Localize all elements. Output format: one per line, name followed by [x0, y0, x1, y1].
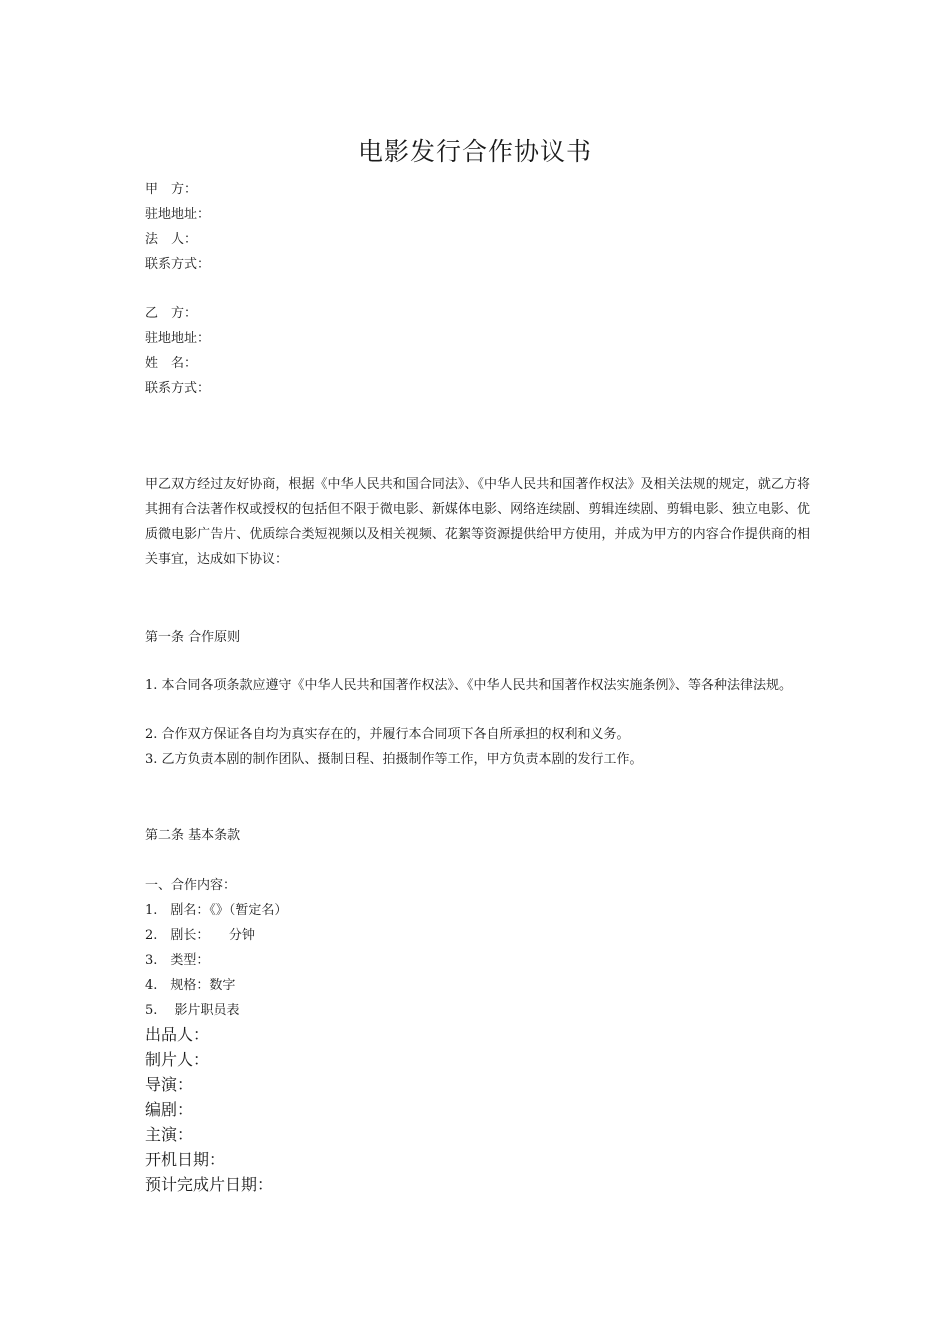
article1-heading: 第一条 合作原则: [145, 630, 241, 645]
article2-heading: 第二条 基本条款: [145, 828, 241, 843]
article1-item-3: 3. 乙方负责本剧的制作团队、摄制日程、拍摄制作等工作，甲方负责本剧的发行工作。: [145, 752, 643, 767]
content-item: 3. 类型：: [145, 953, 210, 968]
party-a-contact-label: 联系方式：: [145, 257, 211, 272]
content-item: 1. 剧名：《》（暂定名）: [145, 903, 288, 918]
content-item: 5. 影片职员表: [145, 1003, 240, 1018]
content-item: 2. 剧长： 分钟: [145, 928, 255, 943]
staff-completion-date: 预计完成片日期：: [145, 1175, 274, 1194]
staff-start-date: 开机日期：: [145, 1150, 226, 1169]
content-item: 4. 规格：数字: [145, 978, 236, 993]
party-b-person-label: 姓 名：: [145, 356, 198, 371]
party-b-address-label: 驻地地址：: [145, 331, 211, 346]
party-b-label: 乙 方：: [145, 306, 198, 321]
staff-producer: 出品人：: [145, 1025, 210, 1044]
staff-lead-actor: 主演：: [145, 1125, 194, 1144]
party-a-address-label: 驻地地址：: [145, 207, 211, 222]
article1-item-1: 1. 本合同各项条款应遵守《中华人民共和国著作权法》、《中华人民共和国著作权法实施条例》、等各种法律法规。: [145, 678, 793, 693]
party-b-contact-label: 联系方式：: [145, 381, 211, 396]
staff-director: 导演：: [145, 1075, 194, 1094]
article2-subheading: 一、合作内容：: [145, 878, 237, 893]
staff-screenwriter: 编剧：: [145, 1100, 194, 1119]
intro-paragraph: 甲乙双方经过友好协商，根据《中华人民共和国合同法》、《中华人民共和国著作权法》及相关法规的规定，就乙方将其拥有合法著作权或授权的包括但不限于微电影、新媒体电影、网络连续剧、剪辑连续剧、剪辑电影、独立电影、优质微电影广告片、优质综合类短视频以及相关视频、花絮等资源提供给甲方使用，并成为甲方的内容合作提供商的相关事宜，达成如下协议：: [145, 477, 810, 567]
article1-item-2: 2. 合作双方保证各自均为真实存在的，并履行本合同项下各自所承担的权利和义务。: [145, 727, 630, 742]
party-a-label: 甲 方：: [145, 182, 198, 197]
document-title: 电影发行合作协议书: [357, 137, 592, 166]
staff-production-manager: 制片人：: [145, 1050, 210, 1069]
party-a-legal-label: 法 人：: [145, 232, 198, 247]
